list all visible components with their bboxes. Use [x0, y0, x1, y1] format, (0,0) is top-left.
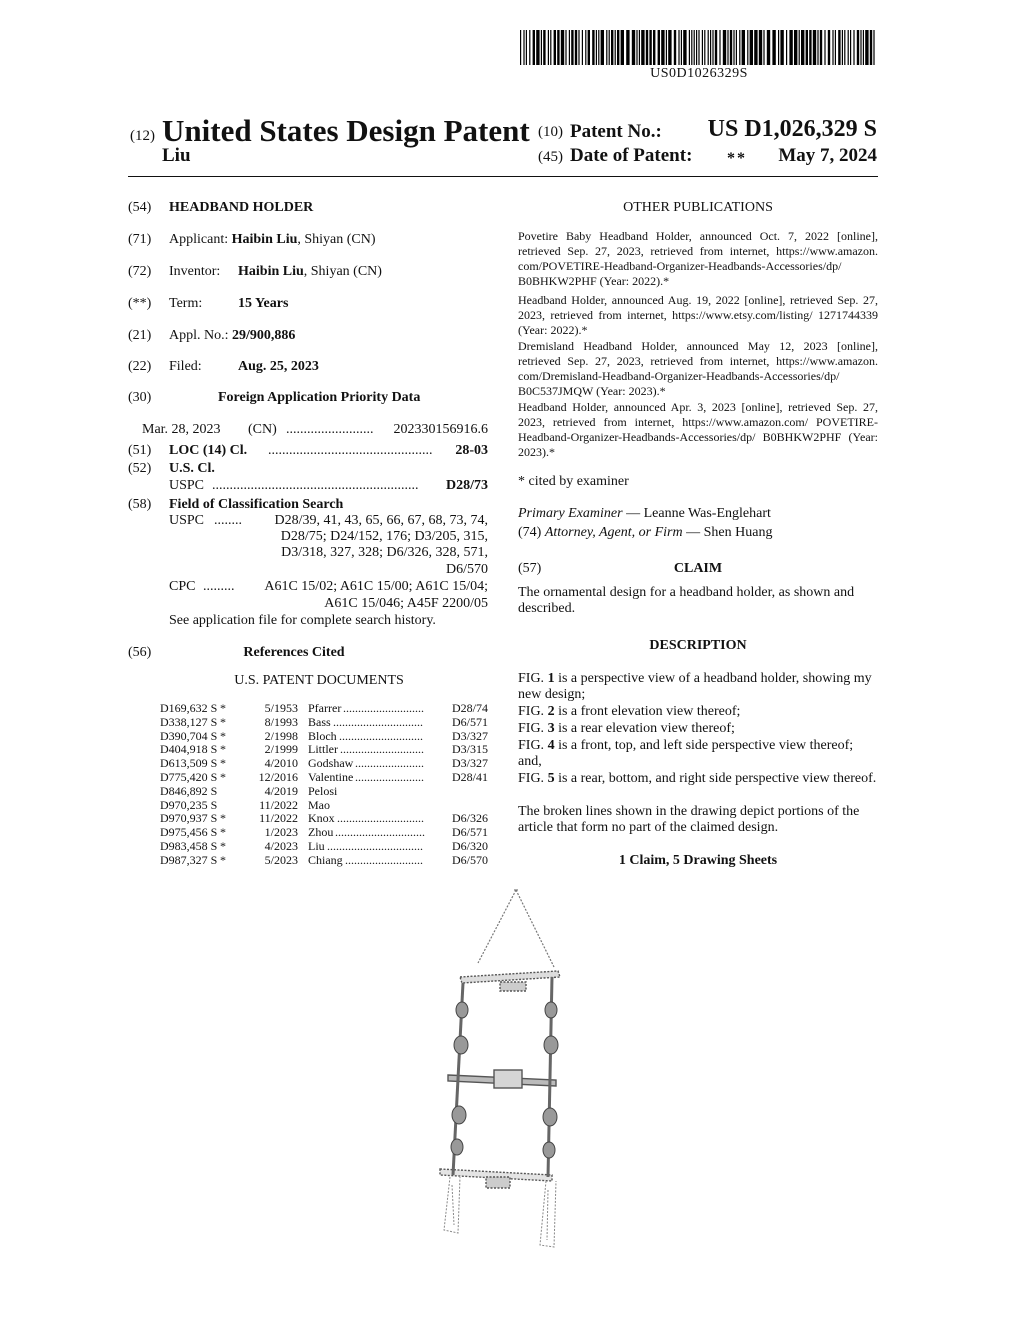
- barcode-bar: [850, 30, 851, 65]
- barcode-bar: [588, 30, 590, 65]
- reference-number: D613,509 S: [160, 756, 218, 771]
- code-72: (72): [128, 264, 152, 279]
- applicant-field: [169, 232, 376, 248]
- desc-fig-2-num: 2: [547, 704, 555, 719]
- reference-date: 12/2016: [258, 769, 298, 784]
- barcode-bar: [661, 30, 664, 65]
- reference-class: D28/41: [452, 769, 488, 784]
- desc-fig-1-pre: FIG.: [518, 671, 548, 686]
- priority-country: (CN): [248, 422, 277, 437]
- field-cpc-line-2: A61C 15/046; A45F 2200/05: [324, 596, 488, 611]
- attorney-name: — Shen Huang: [682, 525, 773, 540]
- barcode-bar: [529, 30, 530, 65]
- reference-star: *: [220, 769, 226, 784]
- applicant-location: , Shiyan (CN): [297, 232, 376, 247]
- barcode-bar: [806, 30, 808, 65]
- references-title: References Cited: [243, 645, 345, 660]
- barcode-bar: [649, 30, 651, 65]
- appl-no-label: Appl. No.:: [169, 328, 229, 343]
- cited-by-examiner: * cited by examiner: [518, 474, 629, 489]
- barcode-bar: [763, 30, 764, 65]
- barcode-bar: [683, 30, 686, 65]
- barcode-bar: [865, 30, 868, 65]
- barcode-bar: [666, 30, 667, 65]
- reference-number: D975,456 S: [160, 825, 218, 840]
- priority-number: 202330156916.6: [393, 422, 488, 437]
- reference-dots: .......................: [355, 757, 424, 771]
- barcode-bar: [824, 30, 825, 65]
- publication-3: Dremisland Headband Holder, announced May 12, 2023 [online], retrieved Sep. 27, 2023, retrieved from internet, https://www.amazon. com/Dremisland-Headband-Organizer-Headbands-Accessories/dp/ B0C537JMQW (Year: 2023).*: [518, 339, 878, 398]
- code-term: (**): [128, 296, 152, 311]
- reference-date: 4/2010: [264, 756, 298, 771]
- desc-fig-5-post: is a rear, bottom, and right side perspective view thereof.: [554, 771, 877, 786]
- reference-dots: ..........................: [345, 853, 423, 867]
- reference-name: Valentine: [308, 769, 354, 784]
- desc-fig-5-pre: FIG.: [518, 771, 548, 786]
- code-21: (21): [128, 328, 152, 343]
- barcode-bar: [615, 30, 616, 65]
- reference-number: D775,420 S: [160, 769, 218, 784]
- reference-date: 4/2023: [264, 838, 298, 853]
- barcode-bar: [772, 30, 775, 65]
- reference-name: Pfarrer: [308, 701, 342, 715]
- reference-name: Knox: [308, 811, 335, 826]
- inventor-name: Haibin Liu: [238, 264, 304, 279]
- barcode-bar: [598, 30, 599, 65]
- code-57: (57): [518, 561, 542, 576]
- barcode-bar: [848, 30, 849, 65]
- reference-name: Zhou: [308, 825, 334, 840]
- barcode-bar: [561, 30, 564, 65]
- barcode-bar: [571, 30, 573, 65]
- reference-star: *: [220, 825, 226, 840]
- primary-examiner-name: — Leanne Was-Englehart: [622, 506, 771, 521]
- patent-no-label: Patent No.:: [570, 121, 662, 142]
- priority-date: Mar. 28, 2023: [142, 422, 221, 437]
- barcode-bar: [828, 30, 830, 65]
- field-cpc-dots: .........: [203, 579, 235, 594]
- claim-title: CLAIM: [673, 561, 723, 576]
- reference-dots: .............................: [337, 812, 424, 826]
- inventor-label: Inventor:: [169, 264, 221, 279]
- barcode-bar: [575, 30, 577, 65]
- barcode-bar: [789, 30, 792, 65]
- barcode-bar: [842, 30, 843, 65]
- barcode-bar: [723, 30, 726, 65]
- barcode-bar: [813, 30, 816, 65]
- code-54: (54): [128, 200, 152, 215]
- reference-number: D338,127 S: [160, 714, 218, 729]
- barcode-bar: [730, 30, 732, 65]
- reference-class: D3/327: [452, 756, 488, 771]
- reference-star: *: [220, 838, 226, 853]
- barcode-bar: [747, 30, 748, 65]
- reference-star: *: [220, 742, 226, 757]
- barcode-bar: [639, 30, 640, 65]
- barcode-bar: [646, 30, 648, 65]
- barcode-bar: [739, 30, 740, 65]
- barcode-bar: [719, 30, 720, 65]
- field-uspc-dots: ........: [214, 513, 242, 528]
- barcode-bar: [694, 30, 695, 65]
- reference-number: D983,458 S: [160, 838, 218, 853]
- reference-date: 11/2022: [259, 811, 298, 826]
- publication-4: Headband Holder, announced Apr. 3, 2023 [online], retrieved Sep. 27, 2023, retrieved from internet, https://www.amazon.com/ POVETIRE-Headband-Organizer-Headbands-Accessories/dp/ B0BHKW2PHF (Year: 2023).*: [518, 400, 878, 459]
- barcode-bar: [691, 30, 692, 65]
- reference-class: D6/570: [452, 852, 488, 867]
- term-value: 15 Years: [238, 296, 289, 311]
- code-52: (52): [128, 461, 152, 476]
- field-cpc-line-1: A61C 15/02; A61C 15/00; A61C 15/04;: [264, 579, 488, 594]
- reference-number: D987,327 S: [160, 852, 218, 867]
- barcode-bar: [681, 30, 682, 65]
- barcode-bar: [526, 30, 527, 65]
- broken-lines-note: The broken lines shown in the drawing depict portions of the article that form no part of the claimed design.: [518, 804, 860, 835]
- description-title: DESCRIPTION: [649, 638, 747, 653]
- reference-name: Bass: [308, 714, 331, 729]
- barcode-bar: [678, 30, 679, 65]
- uspc-label: USPC: [169, 478, 205, 493]
- date-label: Date of Patent:: [570, 145, 693, 166]
- barcode-bar: [733, 30, 734, 65]
- reference-date: 5/2023: [264, 852, 298, 867]
- code-58: (58): [128, 497, 152, 512]
- us-cl-label: U.S. Cl.: [169, 461, 215, 476]
- reference-name: Chiang: [308, 852, 343, 867]
- reference-class: D6/320: [452, 838, 488, 853]
- barcode-bar: [799, 30, 800, 65]
- barcode-bar: [702, 30, 703, 65]
- reference-name: Bloch: [308, 728, 337, 743]
- primary-examiner: [518, 506, 771, 522]
- barcode-bar: [838, 30, 840, 65]
- barcode-bar: [844, 30, 845, 65]
- code-30: (30): [128, 390, 152, 405]
- reference-class: D3/315: [452, 742, 488, 757]
- loc-dots: ...............................................: [268, 443, 433, 458]
- desc-fig-4: [518, 738, 880, 770]
- reference-date: 5/1953: [264, 701, 298, 715]
- barcode: [520, 30, 878, 65]
- desc-fig-1-post: is a perspective view of a headband holder, showing my new design;: [518, 671, 872, 702]
- barcode-bar: [674, 30, 676, 65]
- field-uspc-line-1: D28/39, 41, 43, 65, 66, 67, 68, 73, 74,: [274, 513, 488, 528]
- reference-name: Littler: [308, 742, 338, 757]
- reference-dots: ..............................: [333, 715, 423, 729]
- field-cpc-label: CPC: [169, 579, 196, 594]
- reference-star: *: [220, 728, 226, 743]
- desc-fig-3: [518, 721, 880, 737]
- barcode-bar: [569, 30, 570, 65]
- applicant-label: Applicant:: [169, 232, 229, 247]
- desc-fig-2: [518, 704, 880, 720]
- barcode-bar: [609, 30, 610, 65]
- inventor-location: , Shiyan (CN): [303, 264, 382, 279]
- reference-class: D6/571: [452, 714, 488, 729]
- reference-dots: .......................: [355, 770, 424, 784]
- barcode-bar: [708, 30, 709, 65]
- date-star: **: [727, 150, 747, 167]
- reference-name: Mao: [308, 797, 330, 812]
- barcode-bar: [543, 30, 545, 65]
- desc-fig-4-post: is a front, top, and left side perspective view thereof; and,: [518, 738, 854, 769]
- search-history-note: See application file for complete search history.: [169, 613, 436, 628]
- code-71: (71): [128, 232, 152, 247]
- barcode-bar: [632, 30, 635, 65]
- barcode-bar: [565, 30, 566, 65]
- desc-fig-3-pre: FIG.: [518, 721, 548, 736]
- us-patent-docs-title: U.S. PATENT DOCUMENTS: [234, 673, 404, 688]
- document-title: United States Design Patent: [162, 113, 530, 148]
- reference-number: D390,704 S: [160, 728, 218, 743]
- barcode-bar: [754, 30, 757, 65]
- barcode-bar: [704, 30, 705, 65]
- barcode-bar: [817, 30, 818, 65]
- reference-name: Liu: [308, 838, 325, 853]
- desc-fig-4-pre: FIG.: [518, 738, 548, 753]
- desc-fig-3-num: 3: [547, 721, 555, 736]
- barcode-bar: [750, 30, 753, 65]
- barcode-bar: [860, 30, 861, 65]
- reference-name: Godshaw: [308, 756, 354, 771]
- uspc-dots: ...........................................................: [212, 478, 419, 493]
- reference-class: D3/327: [452, 728, 488, 743]
- reference-date: 4/2019: [264, 783, 298, 798]
- code-10: (10): [538, 124, 563, 140]
- barcode-bar: [832, 30, 833, 65]
- reference-star: *: [220, 714, 226, 729]
- barcode-bar: [536, 30, 539, 65]
- field-uspc-line-4: D6/570: [446, 562, 488, 577]
- barcode-bar: [759, 30, 762, 65]
- barcode-bar: [698, 30, 699, 65]
- term-label: Term:: [169, 296, 203, 311]
- code-22: (22): [128, 359, 152, 374]
- barcode-bar: [820, 30, 822, 65]
- barcode-bar: [626, 30, 629, 65]
- desc-fig-4-num: 4: [547, 738, 555, 753]
- barcode-bar: [621, 30, 624, 65]
- reference-number: D970,235 S: [160, 797, 218, 812]
- reference-number: D970,937 S: [160, 811, 218, 826]
- desc-fig-2-post: is a front elevation view thereof;: [554, 704, 741, 719]
- priority-dots: .........................: [286, 422, 374, 437]
- barcode-bar: [715, 30, 717, 65]
- patent-number: US D1,026,329 S: [707, 116, 877, 142]
- reference-dots: ............................: [339, 729, 423, 743]
- barcode-bar: [541, 30, 542, 65]
- reference-dots: ................................: [327, 839, 423, 853]
- desc-fig-1-num: 1: [547, 671, 555, 686]
- barcode-bar: [653, 30, 655, 65]
- barcode-bar: [596, 30, 597, 65]
- reference-star: *: [220, 756, 226, 771]
- barcode-bar: [592, 30, 594, 65]
- barcode-bar: [641, 30, 644, 65]
- reference-dots: ...........................: [343, 702, 424, 715]
- barcode-bar: [611, 30, 613, 65]
- barcode-bar: [523, 30, 524, 65]
- barcode-number: US0D1026329S: [650, 66, 748, 81]
- priority-title: Foreign Application Priority Data: [218, 390, 421, 405]
- filed-value: Aug. 25, 2023: [238, 359, 319, 374]
- patent-date: May 7, 2024: [778, 145, 877, 166]
- field-uspc-label: USPC: [169, 513, 205, 528]
- patent-title: HEADBAND HOLDER: [169, 200, 314, 215]
- attorney-label: Attorney, Agent, or Firm: [544, 525, 683, 540]
- barcode-bar: [809, 30, 811, 65]
- publication-1: Povetire Baby Headband Holder, announced Oct. 7, 2022 [online], retrieved Sep. 27, 2023, retrieved from internet, https://www.amazon. com/POVETIRE-Headband-Organizer-Headbands-Accessories/dp/ B0BHKW2PHF (Year: 2022).*: [518, 229, 878, 288]
- barcode-bar: [786, 30, 787, 65]
- claim-text: The ornamental design for a headband holder, as shown and described.: [518, 585, 855, 616]
- publication-2: Headband Holder, announced Aug. 19, 2022 [online], retrieved Sep. 27, 2023, retrieved from internet, https://www.etsy.com/listing/ 1271744339 (Year: 2022).*: [518, 293, 878, 337]
- reference-star: *: [220, 811, 226, 826]
- barcode-bar: [636, 30, 637, 65]
- desc-fig-5-num: 5: [547, 771, 555, 786]
- attorney: [518, 525, 772, 541]
- barcode-bar: [778, 30, 779, 65]
- applicant-name: Haibin Liu: [231, 232, 298, 247]
- desc-fig-5: [518, 771, 880, 787]
- desc-fig-1: [518, 671, 880, 703]
- primary-examiner-label: Primary Examiner: [518, 506, 623, 521]
- barcode-bar: [550, 30, 551, 65]
- reference-date: 2/1998: [264, 728, 298, 743]
- barcode-bar: [857, 30, 859, 65]
- barcode-bar: [557, 30, 559, 65]
- reference-dots: ............................: [340, 743, 424, 757]
- reference-date: 8/1993: [264, 714, 298, 729]
- header-rule: [128, 176, 878, 177]
- barcode-bar: [870, 30, 872, 65]
- field-uspc-line-2: D28/75; D24/152, 176; D3/205, 315,: [280, 529, 488, 544]
- claims-sheets: 1 Claim, 5 Drawing Sheets: [618, 853, 778, 868]
- barcode-bar: [736, 30, 737, 65]
- barcode-bar: [863, 30, 864, 65]
- barcode-bar: [727, 30, 728, 65]
- headband-holder-drawing: [430, 885, 570, 1255]
- barcode-bar: [710, 30, 711, 65]
- barcode-bar: [801, 30, 804, 65]
- appl-no-field: [169, 328, 295, 344]
- reference-star: *: [220, 701, 226, 715]
- uspc-value: D28/73: [446, 478, 488, 493]
- inventor-field: [238, 264, 382, 280]
- reference-date: 1/2023: [264, 825, 298, 840]
- barcode-bar: [520, 30, 521, 65]
- barcode-bar: [853, 30, 854, 65]
- desc-fig-2-pre: FIG.: [518, 704, 548, 719]
- attorney-code: (74): [518, 525, 542, 540]
- code-56: (56): [128, 645, 152, 660]
- code-12: (12): [130, 128, 155, 144]
- reference-name: Pelosi: [308, 783, 338, 798]
- field-search-title: Field of Classification Search: [169, 497, 344, 512]
- barcode-bar: [533, 30, 535, 65]
- barcode-bar: [554, 30, 556, 65]
- barcode-bar: [780, 30, 783, 65]
- reference-number: D169,632 S: [160, 701, 218, 715]
- code-51: (51): [128, 443, 152, 458]
- barcode-bar: [767, 30, 770, 65]
- barcode-bar: [712, 30, 713, 65]
- reference-dots: ..............................: [335, 826, 425, 840]
- loc-value: 28-03: [455, 443, 488, 458]
- barcode-bar: [617, 30, 619, 65]
- barcode-bar: [696, 30, 697, 65]
- barcode-bar: [578, 30, 579, 65]
- reference-date: 11/2022: [259, 797, 298, 812]
- barcode-bar: [585, 30, 586, 65]
- barcode-bar: [668, 30, 671, 65]
- appl-no-value: 29/900,886: [232, 328, 296, 343]
- code-45: (45): [538, 149, 563, 165]
- barcode-bar: [794, 30, 797, 65]
- barcode-bar: [601, 30, 604, 65]
- desc-fig-3-post: is a rear elevation view thereof;: [554, 721, 735, 736]
- reference-class: D28/74: [452, 701, 488, 715]
- field-uspc-line-3: D3/318, 327, 328; D6/326, 328, 571,: [281, 545, 488, 560]
- reference-class: D6/571: [452, 825, 488, 840]
- barcode-bar: [582, 30, 583, 65]
- barcode-bar: [835, 30, 836, 65]
- barcode-bar: [689, 30, 690, 65]
- reference-number: D404,918 S: [160, 742, 218, 757]
- barcode-bar: [606, 30, 607, 65]
- loc-label: LOC (14) Cl.: [169, 443, 248, 458]
- reference-class: D6/326: [452, 811, 488, 826]
- filed-label: Filed:: [169, 359, 202, 374]
- other-publications-title: OTHER PUBLICATIONS: [623, 200, 773, 215]
- barcode-bar: [873, 30, 874, 65]
- barcode-bar: [548, 30, 549, 65]
- reference-number: D846,892 S: [160, 783, 218, 798]
- reference-star: *: [220, 852, 226, 867]
- barcode-bar: [742, 30, 745, 65]
- barcode-bar: [658, 30, 660, 65]
- reference-date: 2/1999: [264, 742, 298, 757]
- inventor-surname: Liu: [162, 145, 191, 166]
